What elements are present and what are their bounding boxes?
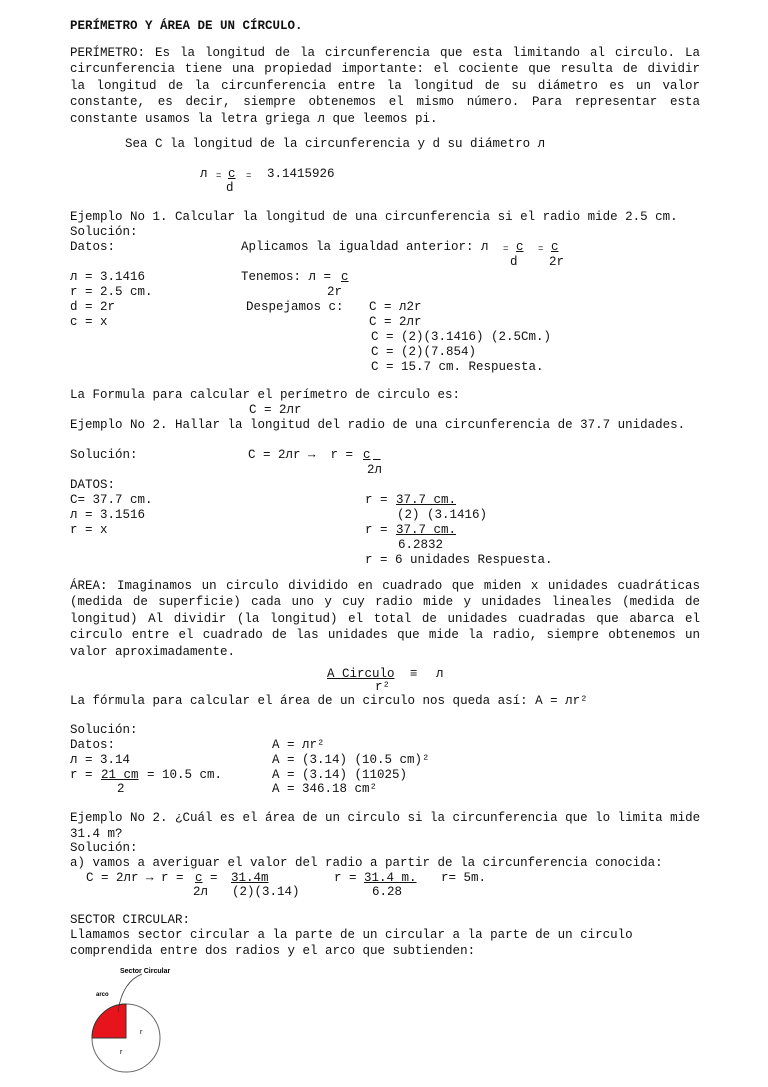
ejemplo2-denominator: (2) (3.1416): [397, 508, 488, 522]
ejemplo1-c-value: c = x: [70, 315, 108, 329]
c-numerator: c: [228, 167, 236, 181]
sector-wedge: [92, 1004, 126, 1038]
two-pi-denominator: 2л: [367, 463, 383, 477]
ejemplo3-numerator: 31.4m: [231, 871, 269, 885]
perimetro-formula-text: La Formula para calcular el perímetro de circulo es:: [70, 388, 461, 402]
ejemplo1-datos: Datos:: [70, 240, 116, 254]
r-equals: r =: [365, 493, 388, 507]
r-squared-denominator: r²: [375, 680, 391, 694]
ejemplo2-pi-value: л = 3.1516: [70, 508, 146, 522]
ejemplo3-denominator: (2)(3.14): [232, 885, 300, 899]
area-r-denominator: 2: [117, 782, 125, 796]
c-numerator: c: [551, 240, 559, 254]
ejemplo1-r-value: r = 2.5 cm.: [70, 285, 153, 299]
ejemplo2-formula: C = 2лr → r =: [248, 448, 354, 462]
equals-sign: =: [538, 244, 544, 254]
area-step: A = лr²: [272, 738, 325, 752]
ejemplo2-numerator: 37.7 cm.: [396, 523, 457, 537]
ejemplo1-pi-value: л = 3.1416: [70, 270, 146, 284]
ejemplo1-step: C = (2)(7.854): [371, 345, 477, 359]
radius-label: r: [140, 1029, 143, 1036]
page-title: PERÍMETRO Y ÁREA DE UN CÍRCULO.: [70, 19, 303, 33]
ejemplo1-d-value: d = 2r: [70, 300, 116, 314]
c-numerator: c: [195, 871, 203, 885]
pi-value: 3.1415926: [267, 167, 335, 181]
ejemplo2-solucion: Solución:: [70, 448, 138, 462]
ejemplo3-denominator: 6.28: [372, 885, 403, 899]
figure-title: Sector Circular: [120, 968, 171, 975]
ejemplo1-title: Ejemplo No 1. Calcular la longitud de una circunferencia si el radio mide 2.5 cm.: [70, 210, 678, 224]
d-denominator: d: [510, 255, 518, 269]
area-r-label: r =: [70, 768, 93, 782]
area-paragraph: ÁREA: Imaginamos un circulo dividido en cuadrado que miden x unidades cuadráticas (medida de superficie) cada uno y cuy radio mide y unidades lineales (medida de longitud) Al dividir (la longitud) el total de unidades cuadradas que abarca el circulo entre el cuadrado de las unidades que mide la radio, siempre obtenemos un valor aproximadamente.: [70, 579, 700, 659]
sector-circular-figure: [80, 962, 200, 1082]
ejemplo1-solucion: Solución:: [70, 225, 138, 239]
equivalent-sign: ≡: [410, 667, 418, 681]
ejemplo3-solucion: Solución:: [70, 841, 138, 855]
equals-sign: =: [503, 244, 509, 254]
ejemplo3-formula: C = 2лr → r =: [86, 871, 184, 885]
equals-sign: =: [216, 171, 222, 181]
c-numerator: c: [341, 270, 349, 284]
area-circulo-numerator: A Circulo: [327, 667, 395, 681]
two-pi-denominator: 2л: [193, 885, 209, 899]
ejemplo2-r-value: r = x: [70, 523, 108, 537]
perimetro-paragraph: PERÍMETRO: Es la longitud de la circunferencia que esta limitando al circulo. La circunferencia tiene una propiedad importante: el cociente que resulta de dividir la longitud de la circunferencia entre la longitud de su diámetro es un valor constante, es decir, siempre obtenemos el mismo número. Para representar esta constante usamos la letra griega л que leemos pi.: [70, 46, 700, 126]
area-r-result: = 10.5 cm.: [147, 768, 223, 782]
two-r-denominator: 2r: [549, 255, 565, 269]
two-r-denominator: 2r: [327, 285, 343, 299]
ejemplo1-answer: C = 15.7 cm. Respuesta.: [371, 360, 544, 374]
area-step: A = (3.14) (10.5 cm)²: [272, 753, 430, 767]
sector-paragraph: Llamamos sector circular a la parte de un circular a la parte de un circulo comprendida entre dos radios y el arco que subtienden:: [70, 928, 633, 958]
ejemplo2-datos: DATOS:: [70, 478, 116, 492]
area-step: A = (3.14) (11025): [272, 768, 408, 782]
area-datos: Datos:: [70, 738, 116, 752]
ejemplo2-c-value: C= 37.7 cm.: [70, 493, 153, 507]
area-r-numerator: 21 cm: [101, 768, 139, 782]
c-numerator: c: [363, 448, 371, 462]
pi-symbol: л: [200, 167, 208, 181]
ejemplo1-step: C = 2лr: [369, 315, 422, 329]
ejemplo3-numerator: 31.4 m.: [364, 871, 417, 885]
ejemplo2-answer: r = 6 unidades Respuesta.: [365, 553, 553, 567]
equals-sign: =: [210, 871, 218, 885]
ejemplo2-numerator: 37.7 cm.: [396, 493, 457, 507]
ejemplo1-aplicamos: Aplicamos la igualdad anterior: л: [241, 240, 489, 254]
area-answer: A = 346.18 cm²: [272, 782, 378, 796]
sector-title: SECTOR CIRCULAR:: [70, 913, 191, 927]
ejemplo1-despejamos: Despejamos c:: [246, 300, 344, 314]
r-equals: r =: [365, 523, 388, 537]
area-solucion: Solución:: [70, 723, 138, 737]
perimetro-formula: C = 2лr: [249, 403, 302, 417]
area-pi-value: л = 3.14: [70, 753, 131, 767]
arco-label: arco: [96, 992, 109, 998]
equals-sign: =: [246, 171, 252, 181]
ejemplo2-denominator: 6.2832: [398, 538, 444, 552]
c-numerator: c: [516, 240, 524, 254]
ejemplo1-tenemos: Tenemos: л =: [241, 270, 332, 284]
ejemplo1-step: C = л2r: [369, 300, 422, 314]
area-formula-text: La fórmula para calcular el área de un circulo nos queda así: A = лr²: [70, 694, 588, 708]
ejemplo3-title: Ejemplo No 2. ¿Cuál es el área de un circulo si la circunferencia que lo limita mide 31.4 m?: [70, 811, 701, 841]
ejemplo3-result: r= 5m.: [441, 871, 487, 885]
d-denominator: d: [226, 181, 234, 195]
pi-symbol: л: [436, 667, 444, 681]
ejemplo1-step: C = (2)(3.1416) (2.5Cm.): [371, 330, 552, 344]
ejemplo3-paso-a: a) vamos a averiguar el valor del radio a partir de la circunferencia conocida:: [70, 856, 663, 870]
ejemplo2-title: Ejemplo No 2. Hallar la longitud del radio de una circunferencia de 37.7 unidades.: [70, 418, 686, 432]
sea-c-line: Sea C la longitud de la circunferencia y d su diámetro л: [125, 137, 546, 151]
radius-label: r: [120, 1049, 123, 1056]
r-equals: r =: [334, 871, 357, 885]
